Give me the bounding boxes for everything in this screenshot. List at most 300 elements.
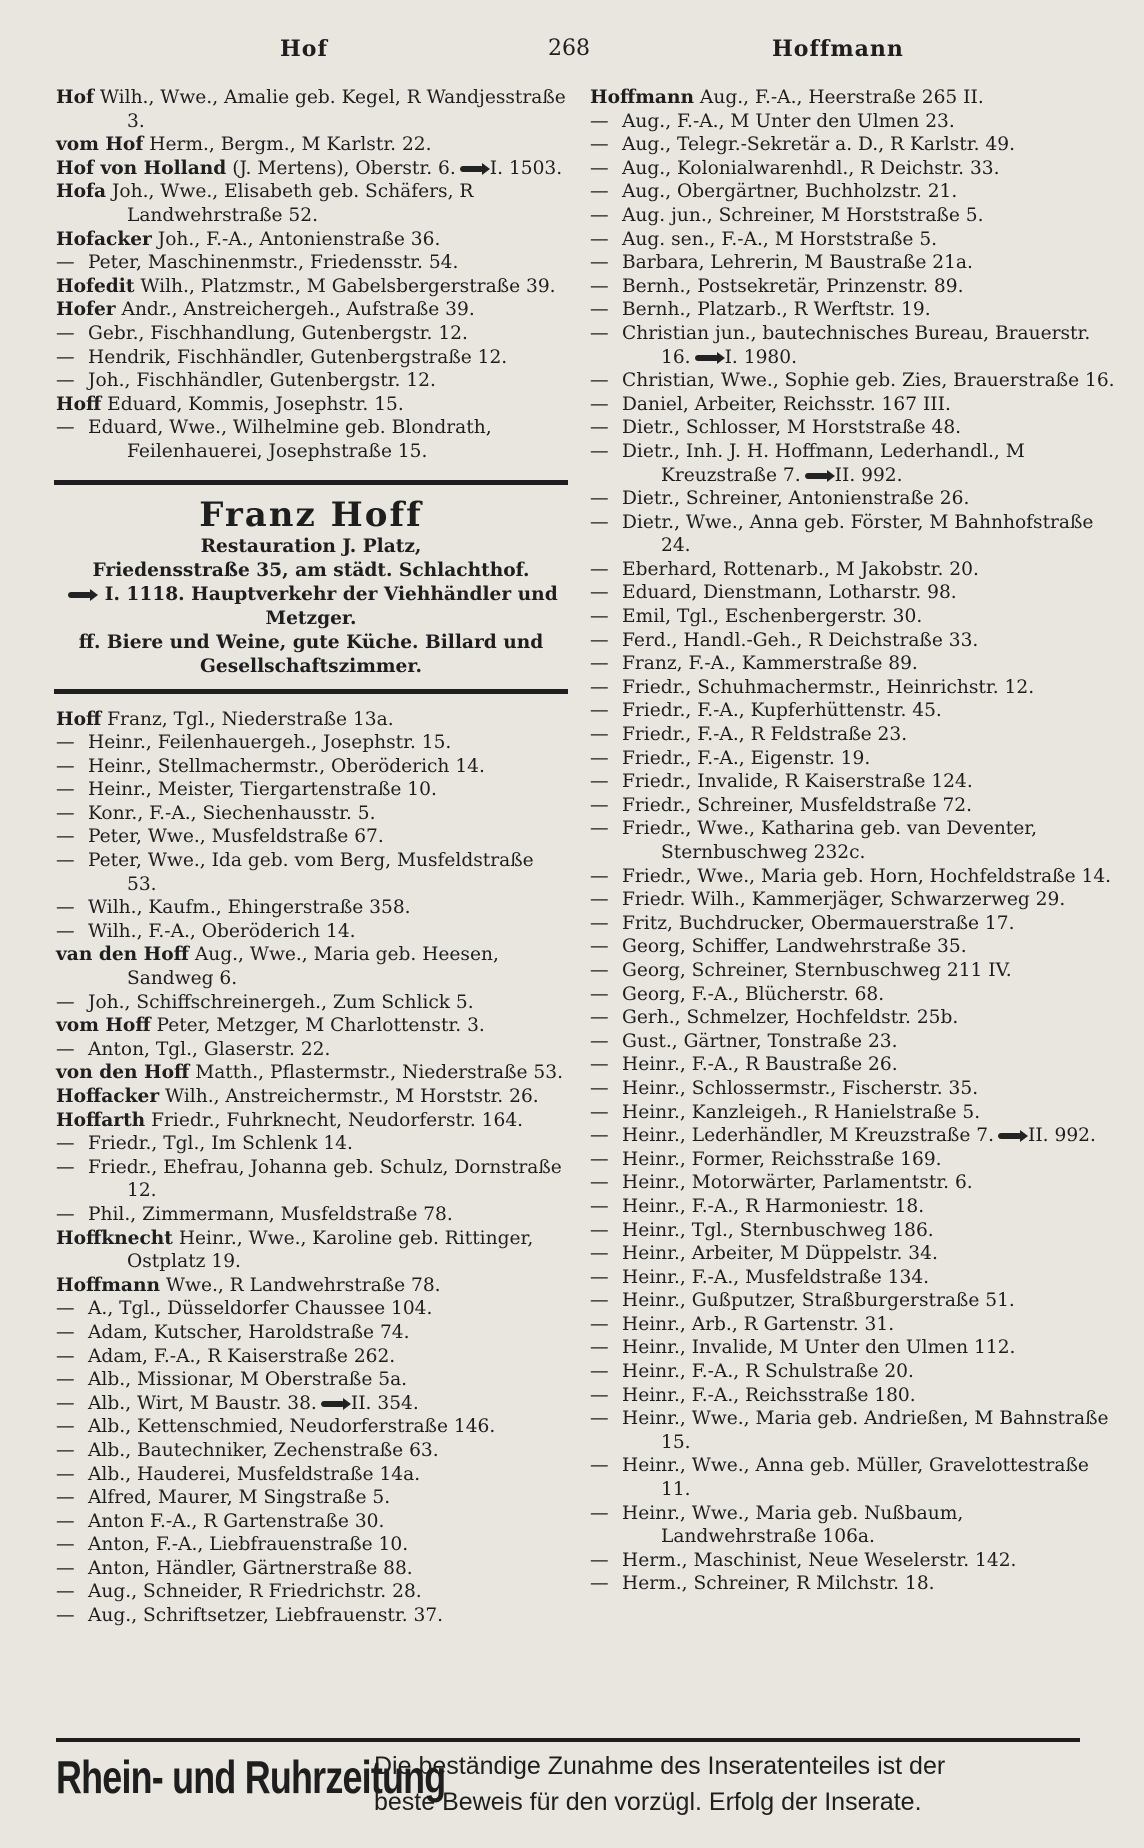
directory-entry bbox=[590, 1124, 1118, 1148]
entry-text: Heinr., Former, Reichsstraße 169. bbox=[622, 1148, 942, 1170]
ad-phone-line bbox=[54, 583, 568, 631]
entry-text: Heinr., Stellmachermstr., Oberöderich 14. bbox=[88, 755, 485, 777]
ditto-dash: — bbox=[590, 393, 609, 415]
directory-entry bbox=[590, 1242, 1118, 1266]
directory-entry bbox=[590, 1502, 1118, 1549]
directory-entry bbox=[590, 983, 1118, 1007]
directory-entry bbox=[56, 157, 568, 181]
ditto-dash: — bbox=[590, 1054, 609, 1076]
directory-entry bbox=[590, 180, 1118, 204]
ditto-dash: — bbox=[590, 1266, 609, 1288]
telephone-icon bbox=[695, 355, 719, 361]
ditto-dash: — bbox=[590, 794, 609, 816]
entry-text: Aug., Schneider, R Friedrichstr. 28. bbox=[88, 1581, 422, 1603]
ditto-dash: — bbox=[56, 1369, 75, 1391]
directory-entry bbox=[590, 393, 1118, 417]
ditto-dash: — bbox=[590, 1384, 609, 1406]
ditto-dash: — bbox=[590, 252, 609, 274]
ditto-dash: — bbox=[56, 850, 75, 872]
ditto-dash: — bbox=[56, 920, 75, 942]
entry-phone: II. 992. bbox=[1027, 1125, 1096, 1147]
directory-entry bbox=[590, 86, 1118, 110]
entry-text: Joh., Schiffschreinergeh., Zum Schlick 5. bbox=[88, 991, 474, 1013]
ditto-dash: — bbox=[590, 1313, 609, 1335]
directory-entry bbox=[56, 1227, 568, 1274]
directory-entry bbox=[56, 1604, 568, 1628]
telephone-icon bbox=[321, 1401, 345, 1407]
entry-text: Friedr., F.-A., Kupferhüttenstr. 45. bbox=[622, 700, 942, 722]
ditto-dash: — bbox=[56, 802, 75, 824]
telephone-icon bbox=[998, 1133, 1022, 1139]
ditto-dash: — bbox=[56, 1156, 75, 1178]
ditto-dash: — bbox=[56, 346, 75, 368]
directory-entry bbox=[590, 1195, 1118, 1219]
entry-surname: Hoffacker bbox=[56, 1086, 160, 1107]
left-entries-a bbox=[56, 86, 568, 464]
directory-entry bbox=[56, 778, 568, 802]
entry-text: Heinr., Schlossermstr., Fischerstr. 35. bbox=[622, 1077, 979, 1099]
entry-text: Friedr., Schreiner, Musfeldstraße 72. bbox=[622, 794, 973, 816]
entry-text: Aug., Wwe., Maria geb. Heesen, Sandweg 6. bbox=[127, 944, 499, 990]
entry-text: Herm., Bergm., M Karlstr. 22. bbox=[149, 134, 432, 156]
ditto-dash: — bbox=[590, 417, 609, 439]
entry-text: A., Tgl., Düsseldorfer Chaussee 104. bbox=[88, 1298, 433, 1320]
entry-text: Georg, Schiffer, Landwehrstraße 35. bbox=[622, 936, 967, 958]
directory-entry bbox=[590, 1030, 1118, 1054]
directory-entry bbox=[56, 1274, 568, 1298]
entry-text: Heinr., Meister, Tiergartenstraße 10. bbox=[88, 779, 437, 801]
ditto-dash: — bbox=[590, 912, 609, 934]
ditto-dash: — bbox=[590, 676, 609, 698]
entry-text: Joh., F.-A., Antonienstraße 36. bbox=[157, 228, 441, 250]
entry-surname: von den Hoff bbox=[56, 1062, 190, 1084]
directory-entry bbox=[56, 731, 568, 755]
entry-text: Alb., Hauderei, Musfeldstraße 14a. bbox=[88, 1463, 421, 1485]
directory-entry bbox=[590, 511, 1118, 558]
ditto-dash: — bbox=[56, 1321, 75, 1343]
directory-entry bbox=[590, 1549, 1118, 1573]
advertisement bbox=[54, 480, 568, 694]
ditto-dash: — bbox=[56, 1038, 75, 1060]
telephone-icon bbox=[68, 592, 92, 598]
directory-entry bbox=[590, 110, 1118, 134]
footer-slogan-line-2: beste Beweis für den vorzügl. Erfolg der Inserate. bbox=[374, 1788, 922, 1816]
entry-text: Georg, Schreiner, Sternbuschweg 211 IV. bbox=[622, 959, 1012, 981]
ditto-dash: — bbox=[590, 606, 609, 628]
directory-entry bbox=[56, 1061, 568, 1085]
directory-entry bbox=[56, 180, 568, 227]
entry-text: Wilh., Kaufm., Ehingerstraße 358. bbox=[88, 897, 411, 919]
entry-text: Friedr., Invalide, R Kaiserstraße 124. bbox=[622, 771, 973, 793]
ditto-dash: — bbox=[590, 110, 609, 132]
ditto-dash: — bbox=[590, 1290, 609, 1312]
ditto-dash: — bbox=[590, 700, 609, 722]
directory-entry bbox=[590, 1053, 1118, 1077]
entry-text: Christian jun., bautechnisches Bureau, Brauerstr. 16. bbox=[622, 322, 1091, 368]
directory-entry bbox=[56, 896, 568, 920]
entry-text: Dietr., Wwe., Anna geb. Förster, M Bahnhofstraße 24. bbox=[622, 511, 1094, 557]
ad-title: Franz Hoff bbox=[199, 494, 423, 535]
ditto-dash: — bbox=[590, 1101, 609, 1123]
ditto-dash: — bbox=[590, 511, 609, 533]
entry-text: Heinr., Lederhändler, M Kreuzstraße 7. bbox=[622, 1125, 994, 1147]
directory-entry bbox=[590, 794, 1118, 818]
entry-text: Aug., Telegr.-Sekretär a. D., R Karlstr. 49. bbox=[622, 134, 1015, 156]
directory-entry bbox=[56, 322, 568, 346]
entry-text: Herm., Schreiner, R Milchstr. 18. bbox=[622, 1573, 935, 1595]
ditto-dash: — bbox=[590, 1243, 609, 1265]
directory-entry bbox=[590, 652, 1118, 676]
directory-entry bbox=[56, 1392, 568, 1416]
directory-entry bbox=[56, 802, 568, 826]
entry-text: Aug., F.-A., Heerstraße 265 II. bbox=[699, 87, 984, 108]
entry-text: Eduard, Kommis, Josephstr. 15. bbox=[107, 393, 404, 415]
directory-entry bbox=[56, 1014, 568, 1038]
directory-entry bbox=[590, 133, 1118, 157]
directory-entry bbox=[56, 1321, 568, 1345]
entry-text: Wwe., R Landwehrstraße 78. bbox=[165, 1274, 441, 1296]
ditto-dash: — bbox=[590, 629, 609, 651]
ditto-dash: — bbox=[590, 983, 609, 1005]
directory-entry bbox=[590, 581, 1118, 605]
directory-entry bbox=[590, 157, 1118, 181]
ditto-dash: — bbox=[590, 889, 609, 911]
directory-entry bbox=[590, 298, 1118, 322]
entry-text: Alb., Kettenschmied, Neudorferstraße 146. bbox=[88, 1416, 496, 1438]
directory-entry bbox=[590, 935, 1118, 959]
directory-entry bbox=[590, 723, 1118, 747]
directory-entry bbox=[56, 1510, 568, 1534]
directory-entry bbox=[56, 1533, 568, 1557]
entry-text: Heinr., Motorwärter, Parlamentstr. 6. bbox=[622, 1172, 973, 1194]
directory-entry bbox=[590, 1313, 1118, 1337]
directory-entry bbox=[590, 1384, 1118, 1408]
ditto-dash: — bbox=[56, 732, 75, 754]
ditto-dash: — bbox=[590, 1337, 609, 1359]
directory-entry bbox=[56, 1580, 568, 1604]
directory-entry bbox=[590, 558, 1118, 582]
ditto-dash: — bbox=[56, 1463, 75, 1485]
directory-entry bbox=[590, 1454, 1118, 1501]
directory-entry bbox=[590, 817, 1118, 864]
ditto-dash: — bbox=[56, 1581, 75, 1603]
directory-entry bbox=[590, 1077, 1118, 1101]
directory-entry bbox=[590, 1266, 1118, 1290]
entry-phone: I. 1503. bbox=[489, 157, 563, 179]
entry-text: Friedr., Tgl., Im Schlenk 14. bbox=[88, 1133, 353, 1155]
entry-text: Aug., Kolonialwarenhdl., R Deichstr. 33. bbox=[622, 157, 1000, 179]
entry-text: Peter, Metzger, M Charlottenstr. 3. bbox=[156, 1015, 485, 1037]
ditto-dash: — bbox=[56, 1487, 75, 1509]
directory-entry bbox=[56, 1486, 568, 1510]
ad-phone: I. 1118. bbox=[104, 583, 185, 605]
ditto-dash: — bbox=[590, 1219, 609, 1241]
entry-surname: Hof von Holland bbox=[56, 157, 227, 179]
entry-text: Aug., Obergärtner, Buchholzstr. 21. bbox=[622, 181, 958, 203]
footer-advertisement bbox=[56, 1738, 1080, 1824]
directory-entry bbox=[590, 770, 1118, 794]
entry-text: Peter, Wwe., Ida geb. vom Berg, Musfeldstraße 53. bbox=[88, 850, 534, 895]
entry-text: Anton, Tgl., Glaserstr. 22. bbox=[88, 1038, 331, 1060]
entry-text: Heinr., F.-A., R Baustraße 26. bbox=[622, 1054, 898, 1076]
directory-entry bbox=[590, 912, 1118, 936]
entry-text: Bernh., Platzarb., R Werftstr. 19. bbox=[622, 299, 931, 321]
entry-text: Heinr., Arbeiter, M Düppelstr. 34. bbox=[622, 1243, 938, 1265]
ditto-dash: — bbox=[56, 1439, 75, 1461]
ad-line-1: Restauration J. Platz, bbox=[200, 535, 422, 557]
entry-text: Konr., F.-A., Siechenhausstr. 5. bbox=[88, 802, 376, 824]
directory-entry bbox=[590, 1101, 1118, 1125]
ditto-dash: — bbox=[590, 1077, 609, 1099]
directory-entry bbox=[56, 346, 568, 370]
directory-entry bbox=[56, 1368, 568, 1392]
entry-text: Heinr., Wwe., Maria geb. Andrießen, M Bahnstraße 15. bbox=[622, 1408, 1109, 1453]
directory-entry bbox=[590, 888, 1118, 912]
ditto-dash: — bbox=[590, 818, 609, 840]
directory-entry bbox=[590, 204, 1118, 228]
footer-rule bbox=[56, 1738, 1080, 1742]
entry-surname: Hoffmann bbox=[56, 1274, 160, 1296]
directory-entry bbox=[56, 393, 568, 417]
entry-text: Adam, Kutscher, Haroldstraße 74. bbox=[88, 1321, 410, 1343]
entry-text: Gust., Gärtner, Tonstraße 23. bbox=[622, 1030, 898, 1052]
directory-entry bbox=[590, 228, 1118, 252]
ditto-dash: — bbox=[590, 299, 609, 321]
left-column bbox=[56, 86, 568, 1628]
entry-text: Wilh., Platzmstr., M Gabelsbergerstraße 39. bbox=[140, 275, 556, 297]
directory-entry bbox=[590, 1219, 1118, 1243]
entry-text: Franz, F.-A., Kammerstraße 89. bbox=[622, 653, 918, 675]
directory-entry bbox=[56, 1085, 568, 1109]
ad-line-3: Hauptverkehr der Viehhändler und Metzger. bbox=[191, 583, 558, 629]
telephone-icon bbox=[805, 473, 829, 479]
entry-text: Heinr., F.-A., R Harmoniestr. 18. bbox=[622, 1195, 925, 1217]
entry-surname: vom Hof bbox=[56, 134, 144, 156]
ditto-dash: — bbox=[56, 1298, 75, 1320]
entry-text: Heinr., Tgl., Sternbuschweg 186. bbox=[622, 1219, 934, 1241]
entry-text: Gebr., Fischhandlung, Gutenbergstr. 12. bbox=[88, 322, 468, 344]
directory-entry bbox=[590, 1360, 1118, 1384]
ditto-dash: — bbox=[56, 322, 75, 344]
entry-surname: Hofedit bbox=[56, 275, 135, 297]
entry-text: Alfred, Maurer, M Singstraße 5. bbox=[88, 1487, 391, 1509]
entry-text: Friedr., F.-A., Eigenstr. 19. bbox=[622, 747, 871, 769]
entry-text: Heinr., Arb., R Gartenstr. 31. bbox=[622, 1313, 895, 1335]
directory-entry bbox=[590, 676, 1118, 700]
directory-entry bbox=[56, 920, 568, 944]
directory-entry bbox=[56, 1557, 568, 1581]
directory-entry bbox=[590, 1289, 1118, 1313]
ditto-dash: — bbox=[590, 558, 609, 580]
directory-entry bbox=[590, 1572, 1118, 1596]
ditto-dash: — bbox=[590, 936, 609, 958]
directory-entry bbox=[590, 1407, 1118, 1454]
entry-text: Friedr., Wwe., Katharina geb. van Deventer, Sternbuschweg 232c. bbox=[622, 818, 1038, 863]
entry-text: Heinr., Wwe., Karoline geb. Rittinger, Ostplatz 19. bbox=[127, 1227, 534, 1273]
directory-entry bbox=[56, 708, 568, 732]
ditto-dash: — bbox=[590, 204, 609, 226]
entry-phone: II. 992. bbox=[834, 464, 903, 486]
directory-entry bbox=[56, 1297, 568, 1321]
entry-text: Bernh., Postsekretär, Prinzenstr. 89. bbox=[622, 275, 964, 297]
entry-surname: Hofa bbox=[56, 181, 107, 203]
directory-entry bbox=[56, 1156, 568, 1203]
directory-entry bbox=[590, 251, 1118, 275]
directory-entry bbox=[590, 1006, 1118, 1030]
running-head-left: Hof bbox=[280, 36, 328, 62]
ditto-dash: — bbox=[590, 1455, 609, 1477]
ditto-dash: — bbox=[56, 1416, 75, 1438]
entry-text: Friedr., Fuhrknecht, Neudorferstr. 164. bbox=[151, 1109, 524, 1131]
directory-entry bbox=[590, 1148, 1118, 1172]
directory-entry bbox=[590, 865, 1118, 889]
ditto-dash: — bbox=[590, 228, 609, 250]
ditto-dash: — bbox=[56, 417, 75, 439]
directory-entry bbox=[590, 416, 1118, 440]
directory-entry bbox=[56, 1345, 568, 1369]
ditto-dash: — bbox=[56, 897, 75, 919]
entry-text: Friedr., Wwe., Maria geb. Horn, Hochfeldstraße 14. bbox=[622, 865, 1112, 887]
entry-text: Alb., Bautechniker, Zechenstraße 63. bbox=[88, 1439, 439, 1461]
directory-entry bbox=[590, 629, 1118, 653]
ad-line-2: Friedensstraße 35, am städt. Schlachthof. bbox=[92, 559, 530, 581]
ditto-dash: — bbox=[56, 991, 75, 1013]
entry-surname: Hoff bbox=[56, 393, 102, 415]
entry-text: Fritz, Buchdrucker, Obermauerstraße 17. bbox=[622, 912, 1015, 934]
directory-entry bbox=[56, 1132, 568, 1156]
ditto-dash: — bbox=[590, 275, 609, 297]
ditto-dash: — bbox=[590, 1172, 609, 1194]
entry-text: Aug., Schriftsetzer, Liebfrauenstr. 37. bbox=[88, 1605, 444, 1627]
telephone-icon bbox=[460, 166, 484, 172]
entry-text: Heinr., Kanzleigeh., R Hanielstraße 5. bbox=[622, 1101, 981, 1123]
ditto-dash: — bbox=[590, 1007, 609, 1029]
directory-entry bbox=[590, 322, 1118, 369]
entry-text: Aug. sen., F.-A., M Horststraße 5. bbox=[622, 228, 938, 250]
directory-entry bbox=[590, 1171, 1118, 1195]
directory-entry bbox=[56, 1203, 568, 1227]
ditto-dash: — bbox=[590, 771, 609, 793]
entry-text: Friedr. Wilh., Kammerjäger, Schwarzerweg 29. bbox=[622, 889, 1066, 911]
directory-entry bbox=[56, 1038, 568, 1062]
directory-entry bbox=[56, 1415, 568, 1439]
entry-surname: Hoffmann bbox=[590, 87, 694, 108]
entry-text: Joh., Wwe., Elisabeth geb. Schäfers, R Landwehrstraße 52. bbox=[111, 181, 474, 226]
entry-text: Matth., Pflastermstr., Niederstraße 53. bbox=[195, 1062, 563, 1084]
ditto-dash: — bbox=[590, 1030, 609, 1052]
entry-surname: Hoff bbox=[56, 708, 102, 730]
entry-text: Heinr., F.-A., Reichsstraße 180. bbox=[622, 1384, 916, 1406]
ditto-dash: — bbox=[56, 1133, 75, 1155]
ditto-dash: — bbox=[56, 1345, 75, 1367]
entry-surname: Hofer bbox=[56, 299, 116, 321]
entry-text: Friedr., Schuhmachermstr., Heinrichstr. 12. bbox=[622, 676, 1035, 698]
entry-text: Dietr., Inh. J. H. Hoffmann, Lederhandl., M Kreuzstraße 7. bbox=[622, 440, 1025, 486]
directory-entry bbox=[56, 849, 568, 896]
ditto-dash: — bbox=[590, 865, 609, 887]
directory-entry bbox=[56, 251, 568, 275]
ditto-dash: — bbox=[590, 157, 609, 179]
ditto-dash: — bbox=[590, 322, 609, 344]
directory-entry bbox=[590, 959, 1118, 983]
entry-text: Heinr., Gußputzer, Straßburgerstraße 51. bbox=[622, 1290, 1015, 1312]
entry-text: Adam, F.-A., R Kaiserstraße 262. bbox=[88, 1345, 396, 1367]
footer-slogan bbox=[374, 1748, 945, 1820]
ditto-dash: — bbox=[590, 1125, 609, 1147]
ditto-dash: — bbox=[590, 134, 609, 156]
running-head-right: Hoffmann bbox=[772, 36, 904, 62]
entry-text: Daniel, Arbeiter, Reichsstr. 167 III. bbox=[622, 393, 951, 415]
entry-surname: vom Hoff bbox=[56, 1015, 151, 1037]
entry-text: Aug. jun., Schreiner, M Horststraße 5. bbox=[622, 204, 984, 226]
directory-entry bbox=[56, 1109, 568, 1133]
entry-text: Heinr., Invalide, M Unter den Ulmen 112. bbox=[622, 1337, 1016, 1359]
ditto-dash: — bbox=[590, 1148, 609, 1170]
directory-entry bbox=[56, 755, 568, 779]
ditto-dash: — bbox=[590, 1195, 609, 1217]
entry-text: Peter, Maschinenmstr., Friedensstr. 54. bbox=[88, 252, 459, 274]
entry-text: Anton F.-A., R Gartenstraße 30. bbox=[88, 1510, 385, 1532]
ditto-dash: — bbox=[590, 653, 609, 675]
ditto-dash: — bbox=[590, 1408, 609, 1430]
ditto-dash: — bbox=[56, 1557, 75, 1579]
ditto-dash: — bbox=[590, 1361, 609, 1383]
entry-text: Aug., F.-A., M Unter den Ulmen 23. bbox=[622, 110, 955, 132]
entry-text: Andr., Anstreichergeh., Aufstraße 39. bbox=[121, 299, 475, 321]
directory-entry bbox=[56, 825, 568, 849]
ditto-dash: — bbox=[56, 1392, 75, 1414]
ditto-dash: — bbox=[590, 370, 609, 392]
directory-entry bbox=[56, 416, 568, 463]
directory-entry bbox=[590, 747, 1118, 771]
entry-text: Wilh., Anstreichermstr., M Horststr. 26. bbox=[165, 1086, 539, 1107]
ditto-dash: — bbox=[590, 1549, 609, 1571]
ditto-dash: — bbox=[590, 582, 609, 604]
directory-entry bbox=[590, 1336, 1118, 1360]
ditto-dash: — bbox=[56, 755, 75, 777]
directory-entry bbox=[56, 1463, 568, 1487]
ditto-dash: — bbox=[56, 370, 75, 392]
directory-entry bbox=[56, 298, 568, 322]
directory-entry bbox=[56, 228, 568, 252]
ditto-dash: — bbox=[56, 1203, 75, 1225]
entry-text: Heinr., F.-A., Musfeldstraße 134. bbox=[622, 1266, 930, 1288]
entry-surname: Hof bbox=[56, 87, 94, 108]
directory-entry bbox=[56, 943, 568, 990]
ditto-dash: — bbox=[590, 1502, 609, 1524]
entry-text: Eduard, Wwe., Wilhelmine geb. Blondrath, Feilenhauerei, Josephstraße 15. bbox=[88, 417, 492, 462]
entry-text: Christian, Wwe., Sophie geb. Zies, Brauerstraße 16. bbox=[622, 370, 1115, 392]
directory-entry bbox=[590, 605, 1118, 629]
entry-phone: I. 1980. bbox=[724, 346, 797, 368]
footer-slogan-line-1: Die beständige Zunahme des Inseratenteiles ist der bbox=[374, 1752, 946, 1780]
ditto-dash: — bbox=[56, 1510, 75, 1532]
entry-text: Wilh., Wwe., Amalie geb. Kegel, R Wandjesstraße 3. bbox=[99, 87, 566, 132]
entry-text: Eberhard, Rottenarb., M Jakobstr. 20. bbox=[622, 558, 979, 580]
ditto-dash: — bbox=[56, 252, 75, 274]
entry-text: Friedr., F.-A., R Feldstraße 23. bbox=[622, 724, 908, 746]
ditto-dash: — bbox=[56, 1534, 75, 1556]
entry-text: Franz, Tgl., Niederstraße 13a. bbox=[107, 708, 394, 730]
entry-text: Wilh., F.-A., Oberöderich 14. bbox=[88, 920, 356, 942]
entry-text: Friedr., Ehefrau, Johanna geb. Schulz, Dornstraße 12. bbox=[88, 1156, 562, 1202]
entry-text: Heinr., Wwe., Anna geb. Müller, Gravelottestraße 11. bbox=[622, 1455, 1089, 1501]
ditto-dash: — bbox=[590, 959, 609, 981]
directory-entry bbox=[56, 369, 568, 393]
directory-entry bbox=[590, 440, 1118, 487]
entry-surname: Hoffknecht bbox=[56, 1227, 173, 1249]
directory-entry bbox=[56, 275, 568, 299]
